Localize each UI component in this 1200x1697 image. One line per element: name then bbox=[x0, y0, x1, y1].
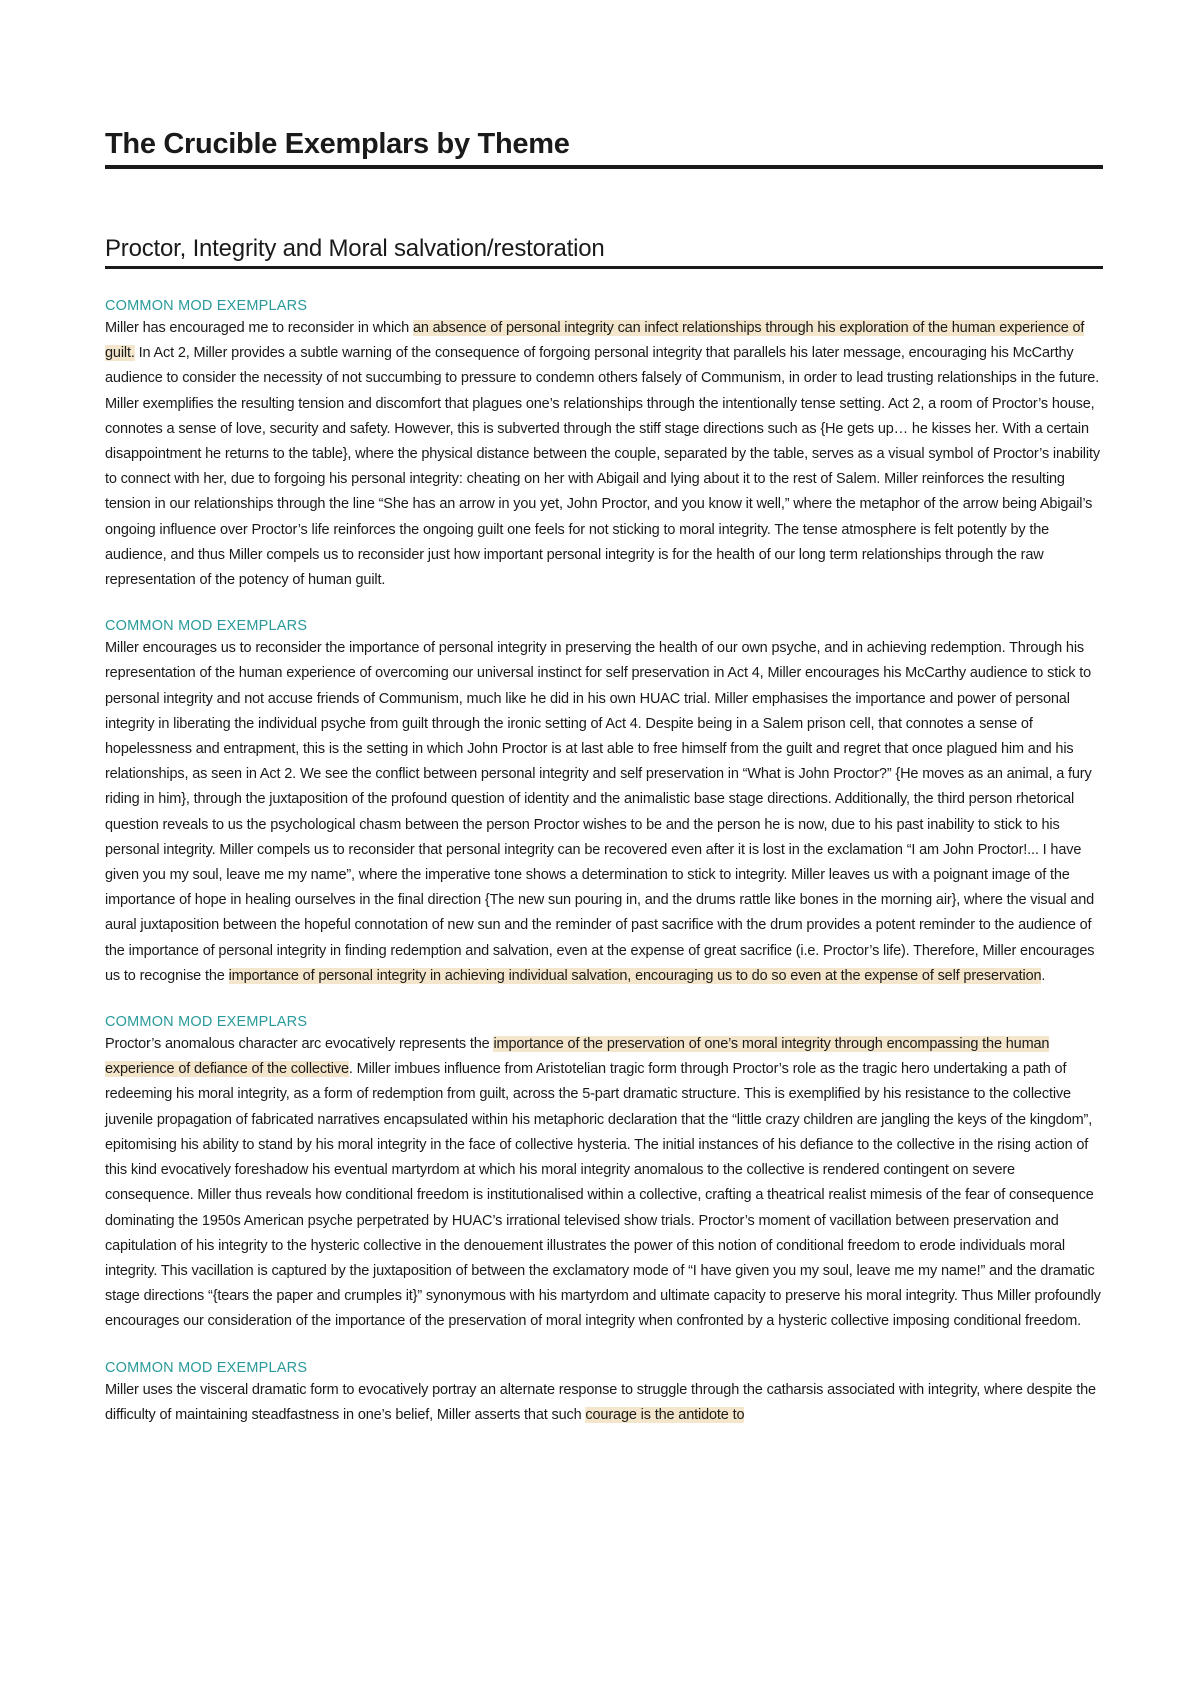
document-title: The Crucible Exemplars by Theme bbox=[105, 128, 1103, 169]
exemplar-label: COMMON MOD EXEMPLARS bbox=[105, 1359, 308, 1376]
exemplar-1 bbox=[105, 296, 1103, 593]
text-segment: . Miller imbues influence from Aristotelian tragic form through Proctor’s role as the tragic hero undertaking a path of redeeming his moral integrity, as a form of redemption from guilt, across the 5-part dramatic structure. This is exemplified by his resistance to the collective juvenile propagation of fabricated narratives encapsulated within his metaphoric declaration that the “little crazy children are jangling the keys of the kingdom”, epitomising his ability to stand by his moral integrity in the face of collective hysteria. The initial instances of his defiance to the collective in the rising action of this kind evocatively foreshadow his eventual martyrdom at which his moral integrity anomalous to the collective is rendered contingent on severe consequence. Miller thus reveals how conditional freedom is institutionalised within a collective, crafting a theatrical realist mimesis of the fear of consequence dominating the 1950s American psyche perpetrated by HUAC’s irrational televised show trials. Proctor’s moment of vacillation between preservation and capitulation of his integrity to the hysteric collective in the denouement illustrates the power of this notion of conditional freedom to erode individuals moral integrity. This vacillation is captured by the juxtaposition of between the exclamatory mode of “I have given you my soul, leave me my name!” and the dramatic stage directions “{tears the paper and crumples it}” synonymous with his martyrdom and ultimate capacity to preserve his moral integrity. Thus Miller profoundly encourages our consideration of the importance of the preservation of moral integrity when confronted by a hysteric collective imposing conditional freedom. bbox=[105, 1061, 1101, 1330]
highlighted-text: courage is the antidote to bbox=[585, 1406, 745, 1423]
text-segment: Miller encourages us to reconsider the importance of personal integrity in preserving the health of our own psyche, and in achieving redemption. Through his representation of the human experience of overcoming our universal instinct for self preservation in Act 4, Miller encourages his McCarthy audience to stick to personal integrity and not accuse friends of Communism, much like he did in his own HUAC trial. Miller emphasises the importance and power of personal integrity in liberating the individual psyche from guilt through the ironic setting of Act 4. Despite being in a Salem prison cell, that connotes a sense of hopelessness and entrapment, this is the setting in which John Proctor is at last able to free himself from the guilt and regret that once plagued him and his relationships, as seen in Act 2. We see the conflict between personal integrity and self preservation in “What is John Proctor?” {He moves as an animal, a fury riding in him}, through the juxtaposition of the profound question of identity and the animalistic base stage directions. Additionally, the third person rhetorical question reveals to us the psychological chasm between the person Proctor wishes to be and the person he is now, due to his past inability to stick to his personal integrity. Miller compels us to reconsider that personal integrity can be recovered even after it is lost in the exclamation “I am John Proctor!... I have given you my soul, leave me my name”, where the imperative tone shows a determination to stick to integrity. Miller leaves us with a poignant image of the importance of hope in healing ourselves in the final direction {The new sun pouring in, and the drums rattle like bones in the morning air}, where the visual and aural juxtaposition between the hopeful connotation of new sun and the reminder of past sacrifice with the drum provides a potent reminder to the audience of the importance of personal integrity in finding redemption and salvation, even at the expense of great sacrifice (i.e. Proctor’s life). Therefore, Miller encourages us to recognise the bbox=[105, 640, 1095, 984]
text-segment: Miller has encouraged me to reconsider in which bbox=[105, 320, 413, 336]
exemplar-paragraph bbox=[105, 316, 1103, 593]
exemplar-paragraph bbox=[105, 1378, 1103, 1428]
highlighted-text: importance of the preservation of one’s moral integrity through encompassing the human experience of defiance of the collective bbox=[105, 1036, 1050, 1078]
text-segment: In Act 2, Miller provides a subtle warning of the consequence of forgoing personal integrity that parallels his later message, encouraging his McCarthy audience to consider the necessity of not succumbing to pressure to condemn others falsely of Communism, in order to lead trusting relationships in the future. Miller exemplifies the resulting tension and discomfort that plagues one’s relationships through the intentionally tense setting. Act 2, a room of Proctor’s house, connotes a sense of love, security and safety. However, this is subverted through the stiff stage directions such as {He gets up… he kisses her. With a certain disappointment he returns to the table}, where the physical distance between the couple, separated by the table, serves as a visual symbol of Proctor’s inability to connect with her, due to forgoing his personal integrity: cheating on her with Abigail and lying about it to the rest of Salem. Miller reinforces the resulting tension in our relationships through the line “She has an arrow in you yet, John Proctor, and you know it well,” where the metaphor of the arrow being Abigail’s ongoing influence over Proctor’s life reinforces the ongoing guilt one feels for not sticking to moral integrity. The tense atmosphere is felt potently by the audience, and thus Miller compels us to reconsider just how important personal integrity is for the health of our long term relationships through the raw representation of the potency of human guilt. bbox=[105, 345, 1100, 589]
exemplar-paragraph bbox=[105, 1032, 1103, 1334]
exemplar-label: COMMON MOD EXEMPLARS bbox=[105, 1014, 308, 1031]
document-page bbox=[105, 128, 1103, 1428]
section-heading: Proctor, Integrity and Moral salvation/restoration bbox=[105, 235, 1103, 269]
exemplar-2 bbox=[105, 616, 1103, 989]
exemplar-label: COMMON MOD EXEMPLARS bbox=[105, 298, 308, 314]
exemplar-4 bbox=[105, 1358, 1103, 1428]
text-segment: Proctor’s anomalous character arc evocatively represents the bbox=[105, 1036, 494, 1053]
exemplar-label: COMMON MOD EXEMPLARS bbox=[105, 618, 308, 635]
text-segment: . bbox=[1041, 967, 1046, 984]
highlighted-text: importance of personal integrity in achieving individual salvation, encouraging us to do so even at the expense of self preservation bbox=[228, 967, 1042, 984]
exemplar-paragraph bbox=[105, 636, 1103, 989]
text-segment: Miller uses the visceral dramatic form to evocatively portray an alternate response to struggle through the catharsis associated with integrity, where despite the difficulty of maintaining steadfastness in one’s belief, Miller asserts that such bbox=[105, 1381, 1096, 1423]
highlighted-text: an absence of personal integrity can infect relationships through his exploration of the human experience of guilt. bbox=[105, 320, 1085, 362]
exemplar-3 bbox=[105, 1012, 1103, 1334]
